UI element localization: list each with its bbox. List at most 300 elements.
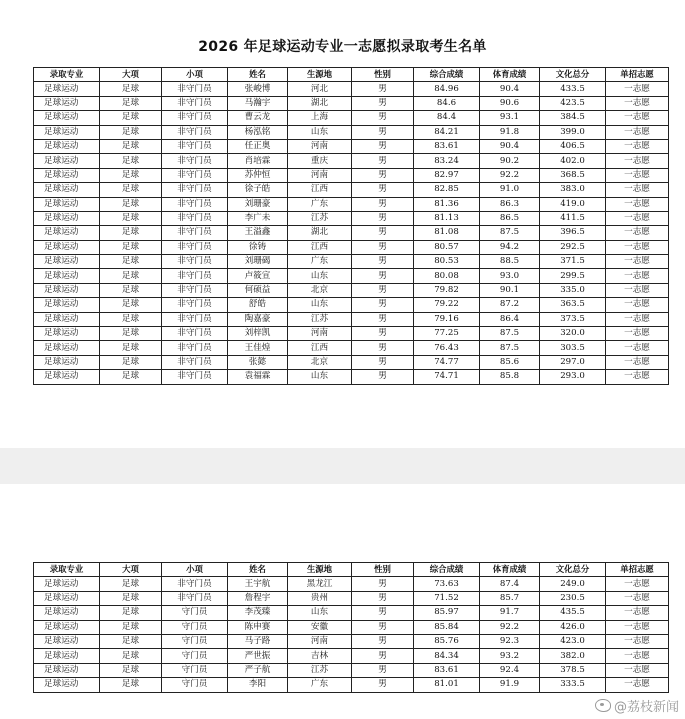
table-cell: 435.5 <box>540 606 606 620</box>
table-cell: 非守门员 <box>162 96 228 110</box>
table-cell: 一志愿 <box>606 125 669 139</box>
table-cell: 北京 <box>288 283 352 297</box>
table-cell: 92.3 <box>480 634 540 648</box>
table-row <box>34 355 669 369</box>
table-cell: 山东 <box>288 269 352 283</box>
table-cell: 90.6 <box>480 96 540 110</box>
table-cell: 86.4 <box>480 312 540 326</box>
table-cell: 足球运动 <box>34 370 100 384</box>
table-cell: 足球 <box>100 183 162 197</box>
table-cell: 91.0 <box>480 183 540 197</box>
table-cell: 黑龙江 <box>288 577 352 591</box>
table-cell: 384.5 <box>540 111 606 125</box>
table-cell: 80.53 <box>414 255 480 269</box>
table-cell: 男 <box>352 606 414 620</box>
column-header: 姓名 <box>228 68 288 82</box>
table-row <box>34 168 669 182</box>
table-cell: 73.63 <box>414 577 480 591</box>
table-cell: 足球 <box>100 298 162 312</box>
table-cell: 守门员 <box>162 620 228 634</box>
column-header: 单招志愿 <box>606 563 669 577</box>
table-cell: 87.4 <box>480 577 540 591</box>
table-cell: 男 <box>352 211 414 225</box>
table-cell: 非守门员 <box>162 168 228 182</box>
table-cell: 河南 <box>288 139 352 153</box>
table-cell: 非守门员 <box>162 111 228 125</box>
table-row <box>34 606 669 620</box>
table-row <box>34 226 669 240</box>
table-cell: 曹云龙 <box>228 111 288 125</box>
table-row <box>34 255 669 269</box>
table-row <box>34 197 669 211</box>
table-cell: 足球运动 <box>34 591 100 605</box>
table-header-row <box>34 68 669 82</box>
table-cell: 一志愿 <box>606 111 669 125</box>
table-cell: 足球运动 <box>34 255 100 269</box>
table-cell: 足球运动 <box>34 82 100 96</box>
table-cell: 426.0 <box>540 620 606 634</box>
table-row <box>34 577 669 591</box>
table-cell: 男 <box>352 678 414 692</box>
table-cell: 重庆 <box>288 154 352 168</box>
table-cell: 84.96 <box>414 82 480 96</box>
table-cell: 81.36 <box>414 197 480 211</box>
table-cell: 足球 <box>100 283 162 297</box>
table-cell: 一志愿 <box>606 663 669 677</box>
table-cell: 守门员 <box>162 606 228 620</box>
table-cell: 马瀚宇 <box>228 96 288 110</box>
column-header: 体育成绩 <box>480 563 540 577</box>
table-cell: 男 <box>352 341 414 355</box>
table-cell: 81.01 <box>414 678 480 692</box>
column-header: 录取专业 <box>34 563 100 577</box>
table-cell: 安徽 <box>288 620 352 634</box>
table-cell: 91.7 <box>480 606 540 620</box>
table-cell: 非守门员 <box>162 125 228 139</box>
table-cell: 广东 <box>288 255 352 269</box>
table-cell: 足球运动 <box>34 327 100 341</box>
table-cell: 江苏 <box>288 211 352 225</box>
table-cell: 足球 <box>100 125 162 139</box>
table-cell: 92.2 <box>480 620 540 634</box>
table-cell: 足球 <box>100 678 162 692</box>
column-header: 录取专业 <box>34 68 100 82</box>
table-cell: 368.5 <box>540 168 606 182</box>
table-cell: 足球 <box>100 355 162 369</box>
table-cell: 河南 <box>288 327 352 341</box>
table-row <box>34 240 669 254</box>
table-cell: 足球运动 <box>34 197 100 211</box>
table-cell: 一志愿 <box>606 634 669 648</box>
table-cell: 守门员 <box>162 663 228 677</box>
table-cell: 上海 <box>288 111 352 125</box>
table-cell: 一志愿 <box>606 255 669 269</box>
column-header: 小项 <box>162 68 228 82</box>
table-cell: 湖北 <box>288 226 352 240</box>
table-cell: 87.2 <box>480 298 540 312</box>
page-gap <box>0 448 685 484</box>
table-row <box>34 634 669 648</box>
table-cell: 贵州 <box>288 591 352 605</box>
table-cell: 一志愿 <box>606 327 669 341</box>
table-cell: 男 <box>352 240 414 254</box>
table-cell: 一志愿 <box>606 620 669 634</box>
table-row <box>34 211 669 225</box>
table-cell: 92.4 <box>480 663 540 677</box>
table-row <box>34 139 669 153</box>
table-cell: 足球 <box>100 255 162 269</box>
table-cell: 河南 <box>288 168 352 182</box>
table-cell: 一志愿 <box>606 298 669 312</box>
table-cell: 男 <box>352 183 414 197</box>
table-row <box>34 183 669 197</box>
table-cell: 河南 <box>288 634 352 648</box>
table-cell: 足球 <box>100 111 162 125</box>
table-row <box>34 591 669 605</box>
table-cell: 苏仲恒 <box>228 168 288 182</box>
table-row <box>34 649 669 663</box>
table-cell: 74.71 <box>414 370 480 384</box>
table-cell: 足球运动 <box>34 154 100 168</box>
table-cell: 93.0 <box>480 269 540 283</box>
table-cell: 足球运动 <box>34 312 100 326</box>
table-cell: 江苏 <box>288 663 352 677</box>
table-cell: 84.4 <box>414 111 480 125</box>
table-cell: 足球 <box>100 370 162 384</box>
table-cell: 男 <box>352 255 414 269</box>
table-cell: 张峻博 <box>228 82 288 96</box>
table-row <box>34 370 669 384</box>
table-row <box>34 341 669 355</box>
page-title: 2026 年足球运动专业一志愿拟录取考生名单 <box>198 39 487 55</box>
table-cell: 足球运动 <box>34 168 100 182</box>
weibo-logo-icon <box>595 699 611 712</box>
table-cell: 423.0 <box>540 634 606 648</box>
table-row <box>34 327 669 341</box>
table-cell: 86.3 <box>480 197 540 211</box>
table-cell: 402.0 <box>540 154 606 168</box>
table-cell: 吉林 <box>288 649 352 663</box>
watermark-text: @荔枝新闻 <box>613 700 679 715</box>
table-cell: 足球 <box>100 606 162 620</box>
table-cell: 徐子皓 <box>228 183 288 197</box>
table-cell: 411.5 <box>540 211 606 225</box>
table-cell: 刘珊豪 <box>228 197 288 211</box>
table-cell: 85.84 <box>414 620 480 634</box>
table-cell: 84.34 <box>414 649 480 663</box>
table-cell: 399.0 <box>540 125 606 139</box>
table-cell: 303.5 <box>540 341 606 355</box>
table-row <box>34 298 669 312</box>
table-cell: 足球运动 <box>34 298 100 312</box>
column-header: 文化总分 <box>540 68 606 82</box>
table-cell: 非守门员 <box>162 82 228 96</box>
table-cell: 一志愿 <box>606 168 669 182</box>
table-cell: 91.9 <box>480 678 540 692</box>
table-cell: 一志愿 <box>606 312 669 326</box>
table-cell: 严世振 <box>228 649 288 663</box>
table-cell: 335.0 <box>540 283 606 297</box>
table-cell: 足球 <box>100 663 162 677</box>
table-cell: 马子路 <box>228 634 288 648</box>
table-row <box>34 283 669 297</box>
table-cell: 湖北 <box>288 96 352 110</box>
table-cell: 90.4 <box>480 139 540 153</box>
table-cell: 足球运动 <box>34 649 100 663</box>
table-cell: 84.21 <box>414 125 480 139</box>
table-cell: 320.0 <box>540 327 606 341</box>
table-cell: 94.2 <box>480 240 540 254</box>
table-cell: 382.0 <box>540 649 606 663</box>
table-cell: 77.25 <box>414 327 480 341</box>
table-cell: 90.1 <box>480 283 540 297</box>
table-cell: 足球运动 <box>34 355 100 369</box>
table-cell: 足球运动 <box>34 125 100 139</box>
table-cell: 男 <box>352 111 414 125</box>
table-cell: 足球 <box>100 341 162 355</box>
table-cell: 一志愿 <box>606 240 669 254</box>
column-header: 生源地 <box>288 563 352 577</box>
column-header: 性别 <box>352 68 414 82</box>
table-cell: 足球 <box>100 226 162 240</box>
table-cell: 男 <box>352 168 414 182</box>
table-cell: 297.0 <box>540 355 606 369</box>
table-cell: 249.0 <box>540 577 606 591</box>
table-cell: 81.13 <box>414 211 480 225</box>
table-cell: 非守门员 <box>162 226 228 240</box>
table-cell: 任正奥 <box>228 139 288 153</box>
table-cell: 一志愿 <box>606 211 669 225</box>
table-cell: 一志愿 <box>606 183 669 197</box>
table-cell: 90.4 <box>480 82 540 96</box>
table-cell: 非守门员 <box>162 327 228 341</box>
table-cell: 83.24 <box>414 154 480 168</box>
table-cell: 山东 <box>288 125 352 139</box>
table-cell: 85.7 <box>480 591 540 605</box>
table-body <box>34 82 669 384</box>
table-cell: 非守门员 <box>162 183 228 197</box>
table-cell: 87.5 <box>480 327 540 341</box>
table-cell: 足球运动 <box>34 341 100 355</box>
table-cell: 非守门员 <box>162 197 228 211</box>
table-row <box>34 96 669 110</box>
table-cell: 333.5 <box>540 678 606 692</box>
table-cell: 男 <box>352 226 414 240</box>
column-header: 大项 <box>100 563 162 577</box>
table-cell: 433.5 <box>540 82 606 96</box>
table-row <box>34 678 669 692</box>
table-cell: 293.0 <box>540 370 606 384</box>
column-header: 生源地 <box>288 68 352 82</box>
table-cell: 山东 <box>288 606 352 620</box>
table-cell: 74.77 <box>414 355 480 369</box>
table-cell: 男 <box>352 577 414 591</box>
table-cell: 足球运动 <box>34 634 100 648</box>
table-cell: 非守门员 <box>162 577 228 591</box>
table-cell: 83.61 <box>414 139 480 153</box>
table-cell: 男 <box>352 370 414 384</box>
table-cell: 足球 <box>100 211 162 225</box>
table-cell: 230.5 <box>540 591 606 605</box>
table-cell: 男 <box>352 649 414 663</box>
table-cell: 非守门员 <box>162 154 228 168</box>
table-cell: 舒皓 <box>228 298 288 312</box>
table-cell: 足球运动 <box>34 283 100 297</box>
table-cell: 足球 <box>100 269 162 283</box>
table-cell: 徐铸 <box>228 240 288 254</box>
table-row <box>34 111 669 125</box>
table-cell: 足球运动 <box>34 620 100 634</box>
table-body <box>34 577 669 692</box>
table-cell: 足球运动 <box>34 111 100 125</box>
table-cell: 足球 <box>100 240 162 254</box>
table-cell: 足球 <box>100 577 162 591</box>
table-header-row <box>34 563 669 577</box>
table-cell: 一志愿 <box>606 341 669 355</box>
table-cell: 85.97 <box>414 606 480 620</box>
table-cell: 71.52 <box>414 591 480 605</box>
table-cell: 足球 <box>100 649 162 663</box>
table-cell: 男 <box>352 197 414 211</box>
table-cell: 87.5 <box>480 226 540 240</box>
table-cell: 92.2 <box>480 168 540 182</box>
table-cell: 383.0 <box>540 183 606 197</box>
table-cell: 84.6 <box>414 96 480 110</box>
table-cell: 杨泓铭 <box>228 125 288 139</box>
table-cell: 85.6 <box>480 355 540 369</box>
table-cell: 86.5 <box>480 211 540 225</box>
table-cell: 男 <box>352 634 414 648</box>
column-header: 文化总分 <box>540 563 606 577</box>
table-cell: 82.97 <box>414 168 480 182</box>
table-cell: 山东 <box>288 370 352 384</box>
table-cell: 80.08 <box>414 269 480 283</box>
table-cell: 406.5 <box>540 139 606 153</box>
table-cell: 足球 <box>100 96 162 110</box>
table-cell: 刘梓凯 <box>228 327 288 341</box>
table-cell: 江西 <box>288 240 352 254</box>
table-cell: 非守门员 <box>162 269 228 283</box>
table-cell: 陶嘉豪 <box>228 312 288 326</box>
table-cell: 北京 <box>288 355 352 369</box>
table-cell: 非守门员 <box>162 355 228 369</box>
table-cell: 非守门员 <box>162 591 228 605</box>
table-cell: 足球运动 <box>34 96 100 110</box>
table-cell: 足球 <box>100 591 162 605</box>
admission-table-2 <box>33 562 669 693</box>
table-cell: 男 <box>352 125 414 139</box>
table-cell: 足球运动 <box>34 226 100 240</box>
table-cell: 一志愿 <box>606 678 669 692</box>
table-cell: 足球运动 <box>34 606 100 620</box>
column-header: 单招志愿 <box>606 68 669 82</box>
table-cell: 一志愿 <box>606 197 669 211</box>
table-cell: 守门员 <box>162 678 228 692</box>
table-cell: 卢筱宣 <box>228 269 288 283</box>
table-cell: 男 <box>352 283 414 297</box>
table-cell: 371.5 <box>540 255 606 269</box>
table-cell: 79.16 <box>414 312 480 326</box>
table-cell: 一志愿 <box>606 139 669 153</box>
table-cell: 严子航 <box>228 663 288 677</box>
table-cell: 一志愿 <box>606 269 669 283</box>
column-header: 大项 <box>100 68 162 82</box>
table-cell: 男 <box>352 139 414 153</box>
table-cell: 非守门员 <box>162 341 228 355</box>
table-cell: 82.85 <box>414 183 480 197</box>
table-cell: 李广未 <box>228 211 288 225</box>
table-cell: 男 <box>352 82 414 96</box>
table-cell: 山东 <box>288 298 352 312</box>
table-row <box>34 125 669 139</box>
table-cell: 足球 <box>100 168 162 182</box>
table-cell: 江西 <box>288 183 352 197</box>
table-cell: 足球 <box>100 197 162 211</box>
table-cell: 299.5 <box>540 269 606 283</box>
table-cell: 非守门员 <box>162 255 228 269</box>
table-cell: 足球运动 <box>34 139 100 153</box>
table-cell: 83.61 <box>414 663 480 677</box>
table-cell: 陈申赛 <box>228 620 288 634</box>
table-cell: 81.08 <box>414 226 480 240</box>
table-cell: 一志愿 <box>606 591 669 605</box>
table-cell: 广东 <box>288 197 352 211</box>
table-cell: 守门员 <box>162 649 228 663</box>
table-cell: 87.5 <box>480 341 540 355</box>
table-cell: 一志愿 <box>606 154 669 168</box>
table-cell: 足球 <box>100 312 162 326</box>
table-cell: 378.5 <box>540 663 606 677</box>
table-cell: 非守门员 <box>162 312 228 326</box>
table-cell: 足球 <box>100 139 162 153</box>
table-row <box>34 154 669 168</box>
table-cell: 非守门员 <box>162 283 228 297</box>
table-cell: 一志愿 <box>606 226 669 240</box>
table-cell: 85.76 <box>414 634 480 648</box>
table-cell: 76.43 <box>414 341 480 355</box>
watermark <box>595 696 679 715</box>
table-cell: 396.5 <box>540 226 606 240</box>
table-cell: 88.5 <box>480 255 540 269</box>
table-cell: 肖培霖 <box>228 154 288 168</box>
table-cell: 足球 <box>100 82 162 96</box>
table-cell: 刘珊碣 <box>228 255 288 269</box>
table-cell: 363.5 <box>540 298 606 312</box>
table-cell: 男 <box>352 154 414 168</box>
table-cell: 一志愿 <box>606 82 669 96</box>
page-2 <box>0 484 685 719</box>
table-row <box>34 663 669 677</box>
table-cell: 足球运动 <box>34 577 100 591</box>
column-header: 性别 <box>352 563 414 577</box>
table-cell: 男 <box>352 269 414 283</box>
table-cell: 373.5 <box>540 312 606 326</box>
column-header: 姓名 <box>228 563 288 577</box>
table-cell: 男 <box>352 298 414 312</box>
table-cell: 男 <box>352 663 414 677</box>
table-cell: 90.2 <box>480 154 540 168</box>
column-header: 综合成绩 <box>414 563 480 577</box>
table-cell: 广东 <box>288 678 352 692</box>
table-cell: 79.22 <box>414 298 480 312</box>
table-cell: 足球 <box>100 327 162 341</box>
table-cell: 91.8 <box>480 125 540 139</box>
table-cell: 李茂臻 <box>228 606 288 620</box>
table-cell: 非守门员 <box>162 139 228 153</box>
table-cell: 79.82 <box>414 283 480 297</box>
table-cell: 足球运动 <box>34 240 100 254</box>
column-header: 综合成绩 <box>414 68 480 82</box>
